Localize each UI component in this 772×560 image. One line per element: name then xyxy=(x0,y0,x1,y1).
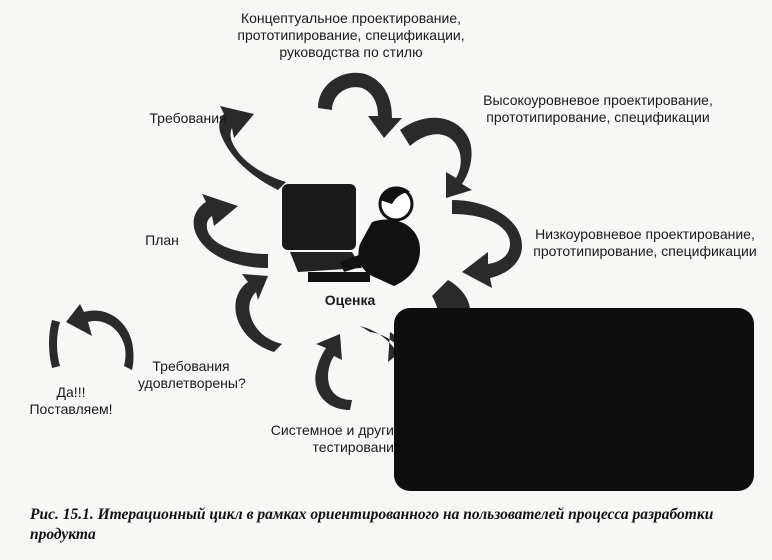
person-at-computer-icon xyxy=(282,184,420,286)
label-testing xyxy=(268,422,394,456)
redacted-box xyxy=(394,308,754,491)
label-low-level xyxy=(530,226,760,260)
label-requirements: Требования xyxy=(149,110,227,126)
arrow-conceptual xyxy=(318,73,402,138)
arrow-testing xyxy=(315,334,352,410)
arrow-ship xyxy=(49,304,134,370)
label-evaluation: Оценка xyxy=(324,292,376,308)
arrow-low-level xyxy=(452,200,522,288)
label-testing-line-2: тестировани xyxy=(312,439,394,455)
arrow-plan xyxy=(194,194,268,268)
label-conceptual-line-2: прототипирование, спецификации, xyxy=(237,27,465,43)
arrow-requirements xyxy=(219,106,286,190)
label-conceptual-line-3: руководства по стилю xyxy=(279,44,423,60)
label-high-level-line-2: прототипирование, спецификации xyxy=(486,109,710,125)
arrow-high-level xyxy=(400,118,472,198)
label-ship-line-2: Поставляем! xyxy=(29,401,113,417)
label-high-level-line-1: Высокоуровневое проектирование, xyxy=(483,92,713,108)
label-conceptual-line-1: Концептуальное проектирование, xyxy=(240,10,462,26)
label-ship xyxy=(18,384,124,418)
label-plan: План xyxy=(145,232,179,248)
label-requirements-met xyxy=(138,358,244,392)
figure-caption: Рис. 15.1. Итерационный цикл в рамках ориентированного на пользователей процесса разработки продукта xyxy=(30,506,714,543)
label-low-level-line-2: прототипирование, спецификации xyxy=(533,243,757,259)
label-testing-line-1: Системное и други xyxy=(270,422,394,438)
label-requirements-met-line-2: удовлетворены? xyxy=(138,375,246,391)
label-low-level-line-1: Низкоуровневое проектирование, xyxy=(535,226,755,242)
label-ship-line-1: Да!!! xyxy=(56,384,86,400)
label-requirements-met-line-1: Требования xyxy=(152,358,230,374)
arrow-requirements-met xyxy=(235,274,282,352)
label-conceptual xyxy=(228,10,474,61)
label-high-level xyxy=(478,92,718,126)
